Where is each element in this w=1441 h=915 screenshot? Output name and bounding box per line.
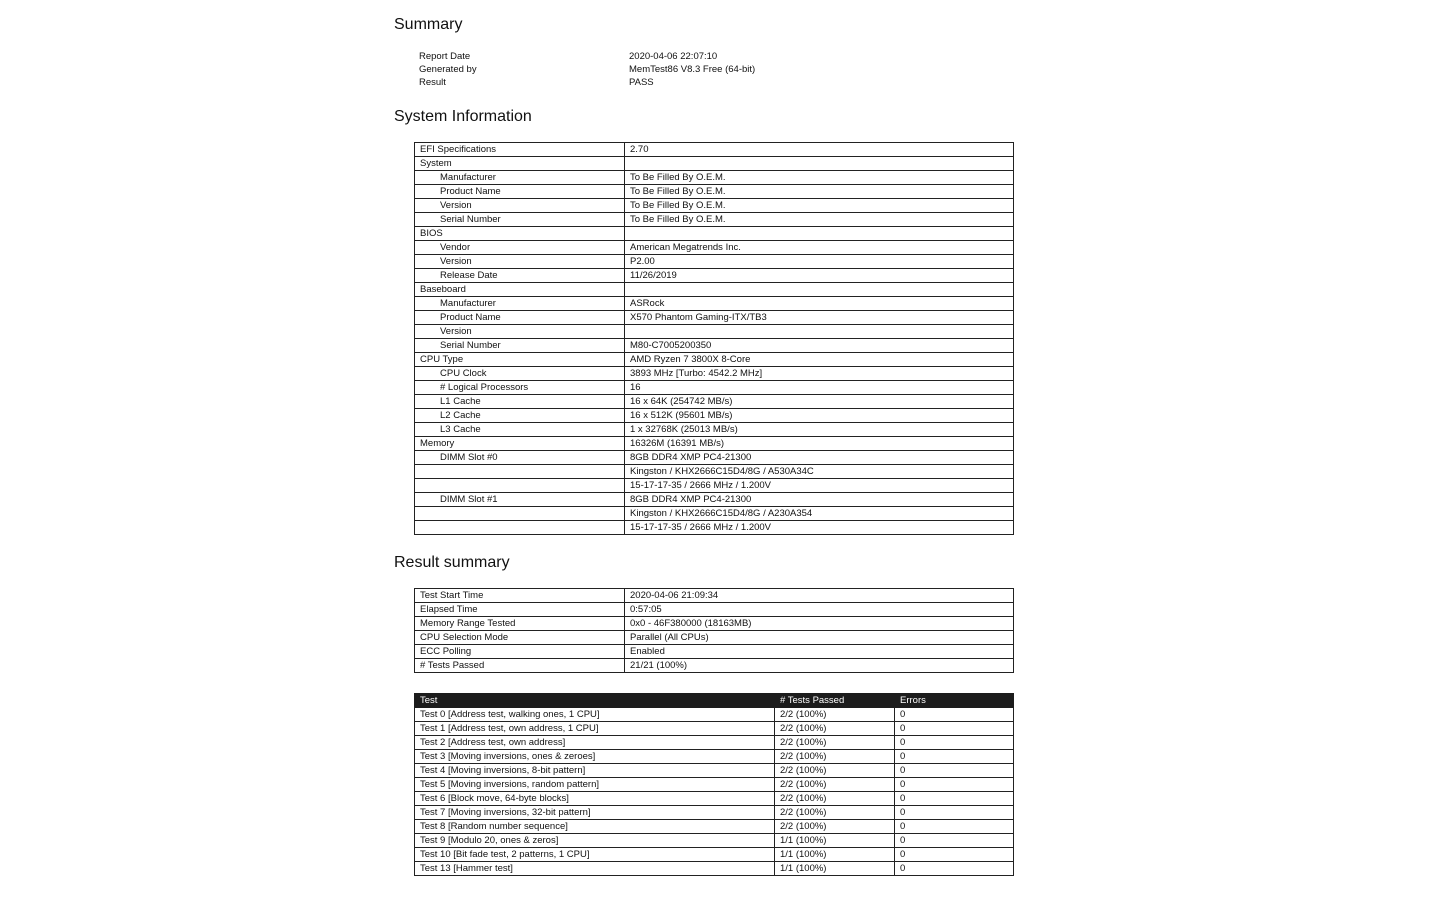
test-errors: 0 — [895, 792, 1014, 806]
system-info-row-value — [625, 325, 1014, 339]
system-info-row-value — [625, 157, 1014, 171]
system-info-row-value: X570 Phantom Gaming-ITX/TB3 — [625, 311, 1014, 325]
system-info-row — [415, 367, 1014, 381]
system-info-row-key: Release Date — [415, 269, 625, 283]
system-info-row-key: Version — [415, 325, 625, 339]
system-info-row-key — [415, 521, 625, 535]
test-results-body — [415, 708, 1014, 876]
system-info-row-value: To Be Filled By O.E.M. — [625, 199, 1014, 213]
system-info-row — [415, 325, 1014, 339]
test-row — [415, 736, 1014, 750]
system-info-row — [415, 185, 1014, 199]
system-info-row-key: L2 Cache — [415, 409, 625, 423]
system-info-row — [415, 143, 1014, 157]
test-errors: 0 — [895, 764, 1014, 778]
system-info-row-key: Version — [415, 255, 625, 269]
system-info-row — [415, 437, 1014, 451]
test-name: Test 10 [Bit fade test, 2 patterns, 1 CPU] — [415, 848, 775, 862]
test-results-header-row — [415, 694, 1014, 708]
system-info-row-key — [415, 479, 625, 493]
test-name: Test 8 [Random number sequence] — [415, 820, 775, 834]
system-info-row-value: 16 — [625, 381, 1014, 395]
system-info-row — [415, 381, 1014, 395]
system-info-row-key: CPU Clock — [415, 367, 625, 381]
system-info-row-value: 16326M (16391 MB/s) — [625, 437, 1014, 451]
system-info-row-key: EFI Specifications — [415, 143, 625, 157]
test-errors: 0 — [895, 848, 1014, 862]
summary-value: MemTest86 V8.3 Free (64-bit) — [629, 64, 756, 75]
system-info-row-key: Memory — [415, 437, 625, 451]
summary-value: 2020-04-06 22:07:10 — [629, 51, 718, 62]
system-info-row-key: Product Name — [415, 185, 625, 199]
test-row — [415, 708, 1014, 722]
test-errors: 0 — [895, 862, 1014, 876]
system-info-row-key: CPU Type — [415, 353, 625, 367]
system-info-row — [415, 199, 1014, 213]
result-summary-row-value: Enabled — [625, 645, 1014, 659]
result-summary-row-value: 0x0 - 46F380000 (18163MB) — [625, 617, 1014, 631]
system-info-row — [415, 171, 1014, 185]
col-header-test: Test — [415, 694, 775, 708]
test-row — [415, 834, 1014, 848]
test-row — [415, 764, 1014, 778]
test-row — [415, 778, 1014, 792]
test-name: Test 13 [Hammer test] — [415, 862, 775, 876]
system-info-row-key: L1 Cache — [415, 395, 625, 409]
result-summary-row-key: CPU Selection Mode — [415, 631, 625, 645]
test-name: Test 1 [Address test, own address, 1 CPU] — [415, 722, 775, 736]
test-errors: 0 — [895, 806, 1014, 820]
result-summary-row-value: Parallel (All CPUs) — [625, 631, 1014, 645]
test-passed: 2/2 (100%) — [775, 820, 895, 834]
result-summary-heading: Result summary — [394, 554, 510, 571]
test-row — [415, 848, 1014, 862]
result-summary-row-value: 2020-04-06 21:09:34 — [625, 589, 1014, 603]
system-info-row-key: Serial Number — [415, 213, 625, 227]
system-info-row-key: DIMM Slot #0 — [415, 451, 625, 465]
result-summary-row — [415, 631, 1014, 645]
test-row — [415, 792, 1014, 806]
test-name: Test 0 [Address test, walking ones, 1 CPU] — [415, 708, 775, 722]
test-name: Test 5 [Moving inversions, random pattern] — [415, 778, 775, 792]
system-info-row-key: System — [415, 157, 625, 171]
system-info-row-value: Kingston / KHX2666C15D4/8G / A530A34C — [625, 465, 1014, 479]
system-info-row-key — [415, 465, 625, 479]
system-info-row-key: # Logical Processors — [415, 381, 625, 395]
system-info-row-value: 8GB DDR4 XMP PC4-21300 — [625, 451, 1014, 465]
system-info-row-value: To Be Filled By O.E.M. — [625, 171, 1014, 185]
test-row — [415, 820, 1014, 834]
system-info-row-value: 1 x 32768K (25013 MB/s) — [625, 423, 1014, 437]
system-info-row-value: ASRock — [625, 297, 1014, 311]
test-errors: 0 — [895, 736, 1014, 750]
test-name: Test 7 [Moving inversions, 32-bit pattern] — [415, 806, 775, 820]
system-info-row — [415, 241, 1014, 255]
col-header-errors: Errors — [895, 694, 1014, 708]
system-info-row-key: Product Name — [415, 311, 625, 325]
summary-row — [419, 50, 929, 63]
test-passed: 2/2 (100%) — [775, 806, 895, 820]
system-info-row-key: Vendor — [415, 241, 625, 255]
system-info-row — [415, 493, 1014, 507]
system-info-row — [415, 311, 1014, 325]
result-summary-row-value: 0:57:05 — [625, 603, 1014, 617]
test-errors: 0 — [895, 722, 1014, 736]
system-info-table — [414, 142, 1014, 535]
system-info-row-key: DIMM Slot #1 — [415, 493, 625, 507]
summary-row — [419, 63, 929, 76]
system-info-heading: System Information — [394, 108, 532, 125]
test-name: Test 9 [Modulo 20, ones & zeros] — [415, 834, 775, 848]
system-info-row — [415, 297, 1014, 311]
test-passed: 2/2 (100%) — [775, 750, 895, 764]
system-info-row-value: 15-17-17-35 / 2666 MHz / 1.200V — [625, 479, 1014, 493]
system-info-row-value: M80-C7005200350 — [625, 339, 1014, 353]
system-info-row — [415, 255, 1014, 269]
result-summary-row-key: Memory Range Tested — [415, 617, 625, 631]
system-info-row-value: 11/26/2019 — [625, 269, 1014, 283]
summary-list — [419, 50, 929, 89]
system-info-row-key: BIOS — [415, 227, 625, 241]
test-errors: 0 — [895, 708, 1014, 722]
system-info-row-value: American Megatrends Inc. — [625, 241, 1014, 255]
test-passed: 1/1 (100%) — [775, 848, 895, 862]
system-info-body — [415, 143, 1014, 535]
result-summary-row — [415, 603, 1014, 617]
summary-row — [419, 76, 929, 89]
test-passed: 2/2 (100%) — [775, 792, 895, 806]
result-summary-row — [415, 645, 1014, 659]
system-info-row — [415, 283, 1014, 297]
system-info-row-key: Serial Number — [415, 339, 625, 353]
test-errors: 0 — [895, 834, 1014, 848]
test-passed: 2/2 (100%) — [775, 764, 895, 778]
test-row — [415, 806, 1014, 820]
result-summary-row — [415, 617, 1014, 631]
summary-key: Report Date — [419, 51, 471, 62]
system-info-row — [415, 409, 1014, 423]
test-name: Test 3 [Moving inversions, ones & zeroes] — [415, 750, 775, 764]
test-row — [415, 750, 1014, 764]
test-results-table — [414, 693, 1014, 876]
system-info-row-value — [625, 283, 1014, 297]
system-info-row-key: L3 Cache — [415, 423, 625, 437]
summary-key: Generated by — [419, 64, 477, 75]
result-summary-row-value: 21/21 (100%) — [625, 659, 1014, 673]
test-errors: 0 — [895, 778, 1014, 792]
result-summary-row-key: Test Start Time — [415, 589, 625, 603]
result-summary-table — [414, 588, 1014, 673]
system-info-row-value: To Be Filled By O.E.M. — [625, 185, 1014, 199]
summary-key: Result — [419, 77, 446, 88]
system-info-row-value: Kingston / KHX2666C15D4/8G / A230A354 — [625, 507, 1014, 521]
system-info-row-key: Version — [415, 199, 625, 213]
system-info-row-value: P2.00 — [625, 255, 1014, 269]
system-info-row — [415, 395, 1014, 409]
test-errors: 0 — [895, 750, 1014, 764]
test-passed: 2/2 (100%) — [775, 778, 895, 792]
system-info-row-value: AMD Ryzen 7 3800X 8-Core — [625, 353, 1014, 367]
system-info-row-value: 16 x 512K (95601 MB/s) — [625, 409, 1014, 423]
system-info-row-key: Baseboard — [415, 283, 625, 297]
system-info-row — [415, 451, 1014, 465]
system-info-row-key: Manufacturer — [415, 297, 625, 311]
system-info-row — [415, 521, 1014, 535]
result-summary-row-key: # Tests Passed — [415, 659, 625, 673]
test-passed: 2/2 (100%) — [775, 708, 895, 722]
test-passed: 1/1 (100%) — [775, 862, 895, 876]
test-passed: 2/2 (100%) — [775, 722, 895, 736]
system-info-row — [415, 227, 1014, 241]
system-info-row — [415, 269, 1014, 283]
test-name: Test 4 [Moving inversions, 8-bit pattern] — [415, 764, 775, 778]
test-passed: 2/2 (100%) — [775, 736, 895, 750]
system-info-row-value: To Be Filled By O.E.M. — [625, 213, 1014, 227]
test-name: Test 6 [Block move, 64-byte blocks] — [415, 792, 775, 806]
system-info-row — [415, 479, 1014, 493]
result-summary-body — [415, 589, 1014, 673]
col-header-tests-passed: # Tests Passed — [775, 694, 895, 708]
system-info-row-value: 3893 MHz [Turbo: 4542.2 MHz] — [625, 367, 1014, 381]
system-info-row-value — [625, 227, 1014, 241]
result-summary-row — [415, 589, 1014, 603]
summary-value: PASS — [629, 77, 654, 88]
system-info-row — [415, 157, 1014, 171]
test-passed: 1/1 (100%) — [775, 834, 895, 848]
test-errors: 0 — [895, 820, 1014, 834]
system-info-row — [415, 423, 1014, 437]
summary-heading: Summary — [394, 16, 463, 33]
system-info-row — [415, 339, 1014, 353]
system-info-row — [415, 353, 1014, 367]
system-info-row-value: 16 x 64K (254742 MB/s) — [625, 395, 1014, 409]
system-info-row — [415, 213, 1014, 227]
test-name: Test 2 [Address test, own address] — [415, 736, 775, 750]
system-info-row — [415, 465, 1014, 479]
result-summary-row-key: ECC Polling — [415, 645, 625, 659]
test-row — [415, 722, 1014, 736]
result-summary-row — [415, 659, 1014, 673]
system-info-row-key — [415, 507, 625, 521]
system-info-row-value: 15-17-17-35 / 2666 MHz / 1.200V — [625, 521, 1014, 535]
result-summary-row-key: Elapsed Time — [415, 603, 625, 617]
system-info-row-key: Manufacturer — [415, 171, 625, 185]
test-row — [415, 862, 1014, 876]
system-info-row-value: 2.70 — [625, 143, 1014, 157]
system-info-row — [415, 507, 1014, 521]
system-info-row-value: 8GB DDR4 XMP PC4-21300 — [625, 493, 1014, 507]
